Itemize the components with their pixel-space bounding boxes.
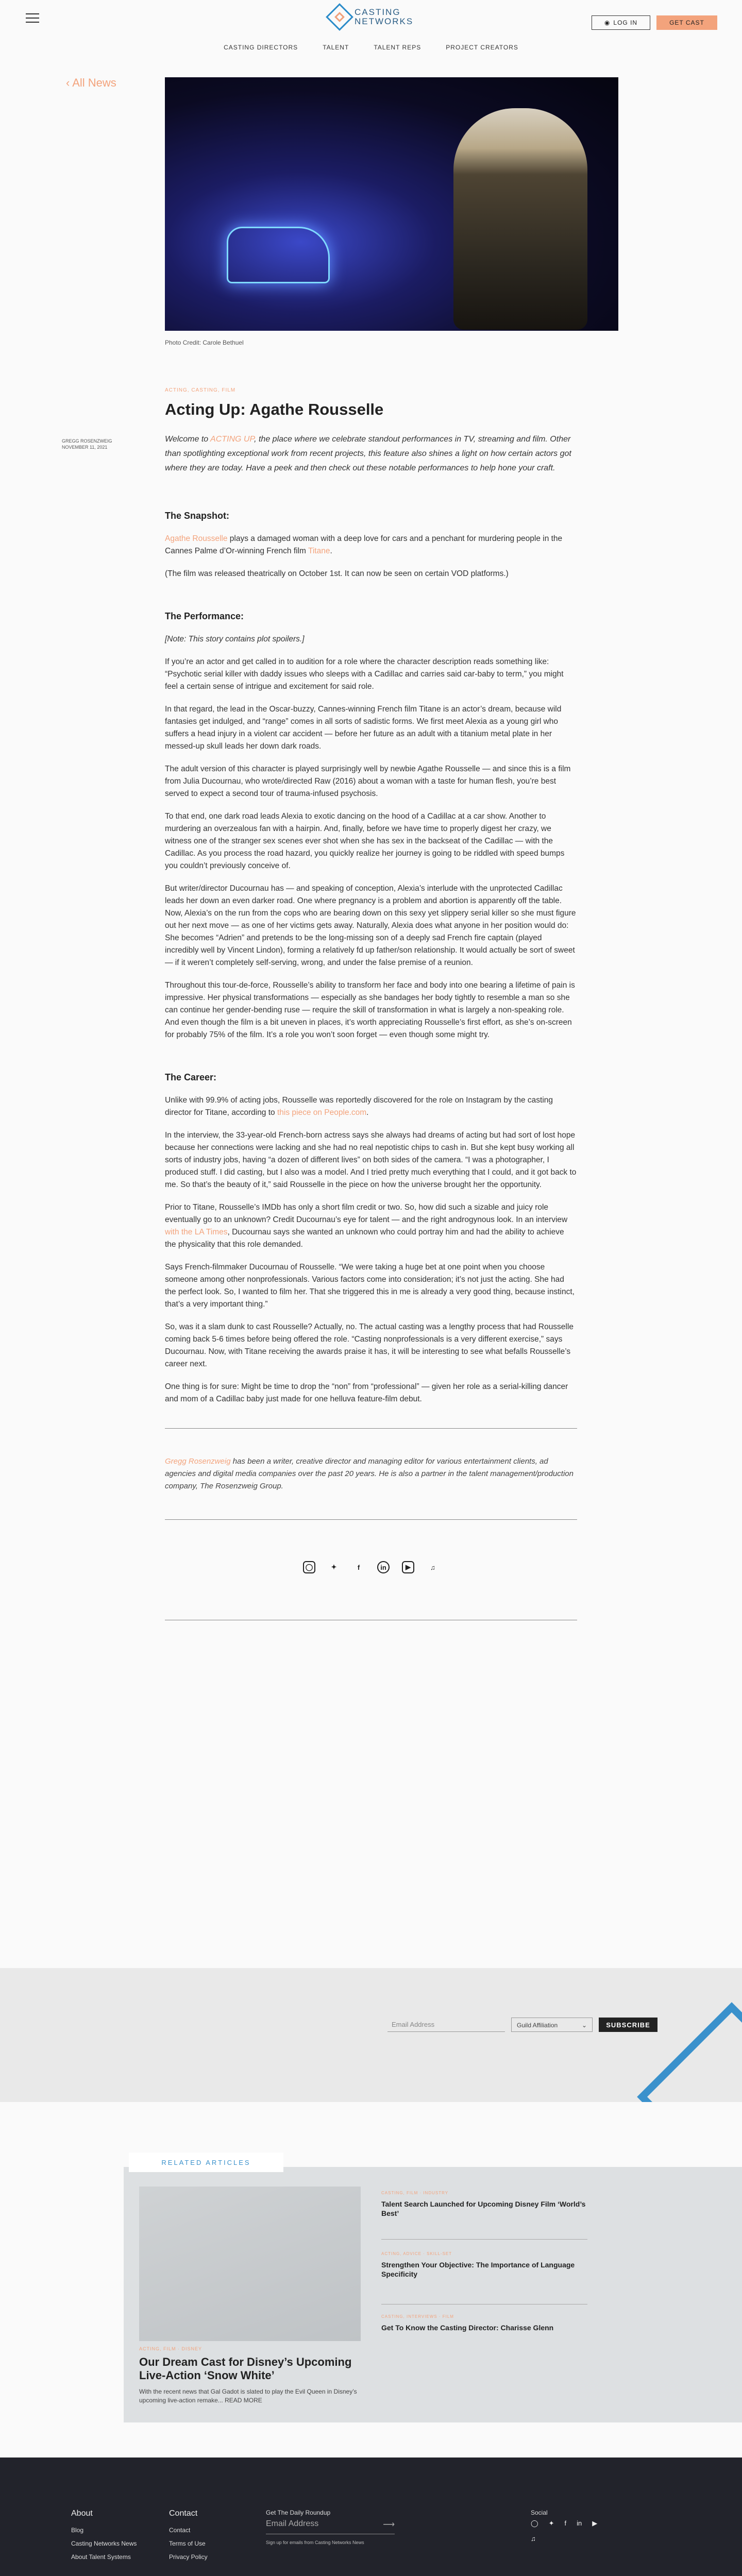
actress-figure-shape xyxy=(453,108,587,330)
career-heading: The Career: xyxy=(165,1072,217,1082)
footer-link[interactable]: Privacy Policy xyxy=(169,2553,208,2561)
footer-email-note: Sign up for emails from Casting Networks News xyxy=(266,2540,364,2545)
titane-link[interactable]: Titane xyxy=(308,547,330,555)
career-paragraph: In the interview, the 33-year-old French-born actress says she always had dreams of acting but had sort of lost hope because her connections were lacking and she had no real nepotistic chips to cash in. But she kept busy working all sorts of industry jobs, having “a dozen of different lives” on both sides of the camera. “I was a photographer, I produced stuff. I did casting, but I also was a model. And I tried pretty much everything that I could, and it got back to me. So that’s the beauty of it,” said Rousselle in the piece on how the universe brought her the opportunity. xyxy=(165,1131,577,1189)
article-body xyxy=(165,387,577,1620)
intro-text: Welcome to xyxy=(165,435,211,444)
facebook-icon[interactable]: f xyxy=(357,1563,360,1571)
all-news-label: All News xyxy=(72,76,116,89)
nav-casting-directors[interactable]: CASTING DIRECTORS xyxy=(224,44,298,51)
featured-tag: ACTING, FILM · DISNEY xyxy=(139,2346,203,2351)
la-times-link[interactable]: with the LA Times xyxy=(165,1228,228,1236)
get-cast-button[interactable]: GET CAST xyxy=(656,15,717,30)
career-section xyxy=(165,1072,577,1405)
divider xyxy=(165,1519,577,1520)
career-paragraph xyxy=(165,1094,577,1119)
career-paragraph: Says French-filmmaker Ducournau of Rousselle. “We were taking a huge bet at one point when you choose someone among other nonprofessionals. Various factors come into consideration; it’s not just the acting. She had the perfect look. So, I wanted to film her. That she triggered this in me is already a very good thing, because instinct, that’s a very important thing.” xyxy=(165,1263,575,1309)
featured-desc: With the recent news that Gal Gadot is slated to play the Evil Queen in Disney’s upcoming live-action remake... READ MORE xyxy=(139,2388,357,2404)
publish-date: NOVEMBER 11, 2021 xyxy=(62,445,108,450)
related-item[interactable] xyxy=(381,2191,587,2218)
agathe-link[interactable]: Agathe Rousselle xyxy=(165,534,228,543)
twitter-icon[interactable]: ✦ xyxy=(331,1563,337,1571)
tiktok-icon[interactable]: ♫ xyxy=(531,2535,536,2543)
article-intro xyxy=(165,432,577,476)
site-header xyxy=(0,0,742,77)
newsletter-email-input[interactable]: Email Address xyxy=(387,2018,505,2032)
related-item[interactable] xyxy=(381,2314,587,2332)
menu-icon[interactable] xyxy=(26,13,39,26)
site-footer xyxy=(0,2458,742,2576)
snapshot-heading: The Snapshot: xyxy=(165,511,229,521)
author-bio xyxy=(165,1455,577,1493)
logo-line2: NETWORKS xyxy=(355,16,414,26)
author-bio-link[interactable]: Gregg Rosenzweig xyxy=(165,1457,231,1466)
related-title[interactable]: Get To Know the Casting Director: Charisse Glenn xyxy=(381,2324,554,2332)
instagram-icon[interactable]: ◯ xyxy=(531,2519,538,2527)
share-icons xyxy=(165,1561,577,1573)
related-tag: CASTING, FILM · INDUSTRY xyxy=(381,2191,449,2195)
footer-link[interactable]: Contact xyxy=(169,2527,191,2534)
logo-mark-icon xyxy=(326,3,353,31)
related-title[interactable]: Strengthen Your Objective: The Importance of Language Specificity xyxy=(381,2261,575,2278)
instagram-icon[interactable]: ◯ xyxy=(303,1561,315,1573)
arrow-right-icon[interactable]: ⟶ xyxy=(383,2520,395,2529)
perf-paragraph: In that regard, the lead in the Oscar-buzzy, Cannes-winning French film Titane is an actor’s dream, because wild fantasies get indulged, and “range” comes in all sorts of sadistic forms. We first meet Alexia as a young girl who suffers a head injury in a violent car accident — before her future as an adult with a titanium metal plate in her messed-up skull leads her down dark roads. xyxy=(165,705,562,751)
footer-social-icons-row2 xyxy=(531,2535,536,2543)
people-link[interactable]: this piece on People.com xyxy=(277,1108,367,1117)
related-title[interactable]: Talent Search Launched for Upcoming Disney Film ‘World’s Best’ xyxy=(381,2200,586,2217)
intro-text-rest: , the place where we celebrate standout performances in TV, streaming and film. Other than spotlighting exceptional work from recent projects, this feature also shines a light on how certain actors got where they are today. Have a peek and then check out these notable performances to help hone your craft. xyxy=(165,435,571,472)
career-paragraph: One thing is for sure: Might be time to drop the “non” from “professional” — given her role as a serial-killing dancer and mom of a Cadillac baby just made for one helluva feature-film debut. xyxy=(165,1382,568,1403)
footer-link[interactable]: Terms of Use xyxy=(169,2540,206,2547)
related-tag: ACTING, ADVICE · SKILL-SET xyxy=(381,2251,452,2256)
hero-image xyxy=(165,77,618,331)
performance-heading: The Performance: xyxy=(165,611,244,621)
linkedin-icon[interactable]: in xyxy=(377,1561,390,1573)
related-label: RELATED ARTICLES xyxy=(129,2153,283,2172)
featured-image[interactable] xyxy=(139,2187,361,2341)
perf-paragraph: The adult version of this character is played surprisingly well by newbie Agathe Rousselle — and since this is a film from Julia Ducournau, who wrote/directed Raw (2016) about a woman with a taste for human flesh, you’re best served to expect a second tour of trauma-infused psychosis. xyxy=(165,765,571,798)
career-text: Prior to Titane, Rousselle’s IMDb has only a short film credit or two. So, how did such a sizable and juicy role eventually go to an unknown? Credit Ducournau’s eye for talent — and the right androgynous look. In an interview xyxy=(165,1203,568,1224)
featured-related-article[interactable] xyxy=(139,2187,361,2429)
footer-link[interactable]: About Talent Systems xyxy=(71,2553,131,2561)
divider xyxy=(381,2239,587,2240)
all-news-link[interactable] xyxy=(66,76,116,90)
main-nav xyxy=(0,44,742,51)
tiktok-icon[interactable]: ♫ xyxy=(430,1563,435,1571)
related-item[interactable] xyxy=(381,2251,587,2279)
neon-car-shape xyxy=(227,227,330,283)
acting-up-link[interactable]: ACTING UP xyxy=(210,435,255,444)
youtube-icon[interactable]: ▶ xyxy=(592,2519,598,2527)
photo-credit: Photo Credit: Carole Bethuel xyxy=(165,339,244,346)
release-paragraph: (The film was released theatrically on October 1st. It can now be seen on certain VOD platforms.) xyxy=(165,569,509,578)
career-paragraph xyxy=(165,1201,577,1251)
footer-contact xyxy=(169,2509,208,2567)
guild-select-label: Guild Affiliation xyxy=(517,2022,558,2029)
footer-contact-heading: Contact xyxy=(169,2509,198,2518)
footer-link[interactable]: Blog xyxy=(71,2527,84,2534)
newsletter-band xyxy=(0,1968,742,2102)
nav-talent[interactable]: TALENT xyxy=(323,44,349,51)
author-bio-text: has been a writer, creative director and managing editor for various entertainment clients, ad agencies and digital media companies over the past 20 years. He is also a partner in the talent management/production company, The Rosenzweig Group. xyxy=(165,1457,574,1490)
youtube-icon[interactable]: ▶ xyxy=(402,1561,414,1573)
career-text: Unlike with 99.9% of acting jobs, Rousselle was reportedly discovered for the role on Instagram by the casting director for Titane, according to xyxy=(165,1096,553,1117)
footer-link[interactable]: Casting Networks News xyxy=(71,2540,137,2547)
performance-section xyxy=(165,611,577,1041)
related-tag: CASTING, INTERVIEWS · FILM xyxy=(381,2314,454,2319)
author-name: GREGG ROSENZWEIG xyxy=(62,438,112,444)
spoiler-note: [Note: This story contains plot spoilers.] xyxy=(165,635,305,643)
login-label: LOG IN xyxy=(613,19,638,26)
nav-project-creators[interactable]: PROJECT CREATORS xyxy=(446,44,518,51)
divider xyxy=(165,1428,577,1429)
career-paragraph: So, was it a slam dunk to cast Rousselle? Actually, no. The actual casting was a lengthy process that had Rousselle coming back 5-6 times before being offered the role. “Casting nonprofessionals is a very different exercise,” says Ducournau. Now, with Titane receiving the awards praise it has, it will be interesting to see what befalls Rousselle’s career next. xyxy=(165,1323,574,1368)
site-logo[interactable] xyxy=(330,7,413,27)
perf-paragraph: If you’re an actor and get called in to audition for a role where the character description reads something like: “Psychotic serial killer with daddy issues who sleeps with a Cadillac and carries said car-baby to term,” you might feel a certain sense of intrigue and excitement for said role. xyxy=(165,657,564,691)
footer-email-input[interactable] xyxy=(266,2519,395,2534)
footer-daily-heading: Get The Daily Roundup xyxy=(266,2509,331,2516)
perf-paragraph: Throughout this tour-de-force, Rousselle’s ability to transform her face and body into one bearing a lifetime of pain is impressive. Her physical transformations — especially as she bandages her body tightly to resemble a man so she can continue her gender-bending ruse — require the skill of transformation in what is largely a non-speaking role. And even though the film is a bit uneven in places, it’s worth appreciating Rousselle’s first effort, as she’s on-screen for probably 75% of the film. It’s a role you won’t soon forget — even though some might try. xyxy=(165,981,575,1039)
footer-about xyxy=(71,2509,137,2567)
footer-email-placeholder: Email Address xyxy=(266,2519,319,2528)
career-text-end: , Ducournau says she wanted an unknown who could portray him and had the ability to achieve the physicality that this role demanded. xyxy=(165,1228,564,1249)
footer-about-heading: About xyxy=(71,2509,93,2518)
footer-social-heading: Social xyxy=(531,2509,548,2516)
perf-paragraph: But writer/director Ducournau has — and speaking of conception, Alexia’s interlude with the unprotected Cadillac leads her down an even darker road. One where pregnancy is a problem and abortion is apparently off the table. Now, Alexia’s on the run from the cops who are bearing down on this sexy yet slippery serial killer so she must figure out her next move — as one of her victims gets away. Naturally, Alexia does what anyone in her position would do: She becomes “Adrien” and pretends to be the long-missing son of a deeply sad French fire captain (played incredibly well by Vincent Lindon), forming a relatively fd up father/son relationship. It would actually be sort of sweet — if it weren’t completely self-serving, wrong, and under the false premise of a reunion. xyxy=(165,884,576,967)
article-meta xyxy=(62,438,112,450)
snapshot-text: plays a damaged woman with a deep love for cars and a penchant for murdering people in the Cannes Palme d’Or-winning French film xyxy=(165,534,563,555)
snapshot-paragraph: Agathe Rousselle plays a damaged woman with a deep love for cars and a penchant for murdering people in the Cannes Palme d’Or-winning French film Titane. xyxy=(165,534,563,555)
facebook-icon[interactable]: f xyxy=(564,2519,567,2527)
nav-talent-reps[interactable]: TALENT REPS xyxy=(374,44,421,51)
perf-paragraph: To that end, one dark road leads Alexia to exotic dancing on the hood of a Cadillac at a car show. Another to murdering an overzealous fan with a hairpin. And, finally, before we have time to properly digest her crazy, we witness one of the stranger sex scenes ever shot when she has sex in the backseat of the Cadillac — with the Cadillac. As you process the road hazard, you quickly realize her journey is going to be riddled with speed bumps you couldn’t previously conceive of. xyxy=(165,812,565,870)
related-articles xyxy=(0,2102,742,2458)
twitter-icon[interactable]: ✦ xyxy=(548,2519,554,2527)
logo-line1: CASTING xyxy=(355,7,401,17)
footer-social-icons xyxy=(531,2519,597,2528)
featured-title[interactable]: Our Dream Cast for Disney’s Upcoming Live-Action ‘Snow White’ xyxy=(139,2355,352,2382)
user-icon: ◉ xyxy=(604,19,611,26)
snapshot-section xyxy=(165,511,577,580)
subscribe-button[interactable]: SUBSCRIBE xyxy=(599,2018,657,2032)
article-tags[interactable]: ACTING, CASTING, FILM xyxy=(165,387,236,393)
login-button[interactable] xyxy=(592,15,650,30)
guild-affiliation-select[interactable] xyxy=(511,2018,593,2032)
chevron-down-icon: ⌄ xyxy=(581,2022,587,2029)
chevron-left-icon: ‹ xyxy=(66,76,73,89)
article-title: Acting Up: Agathe Rousselle xyxy=(165,400,384,418)
linkedin-icon[interactable]: in xyxy=(577,2519,582,2527)
career-text-end: . xyxy=(366,1108,369,1117)
